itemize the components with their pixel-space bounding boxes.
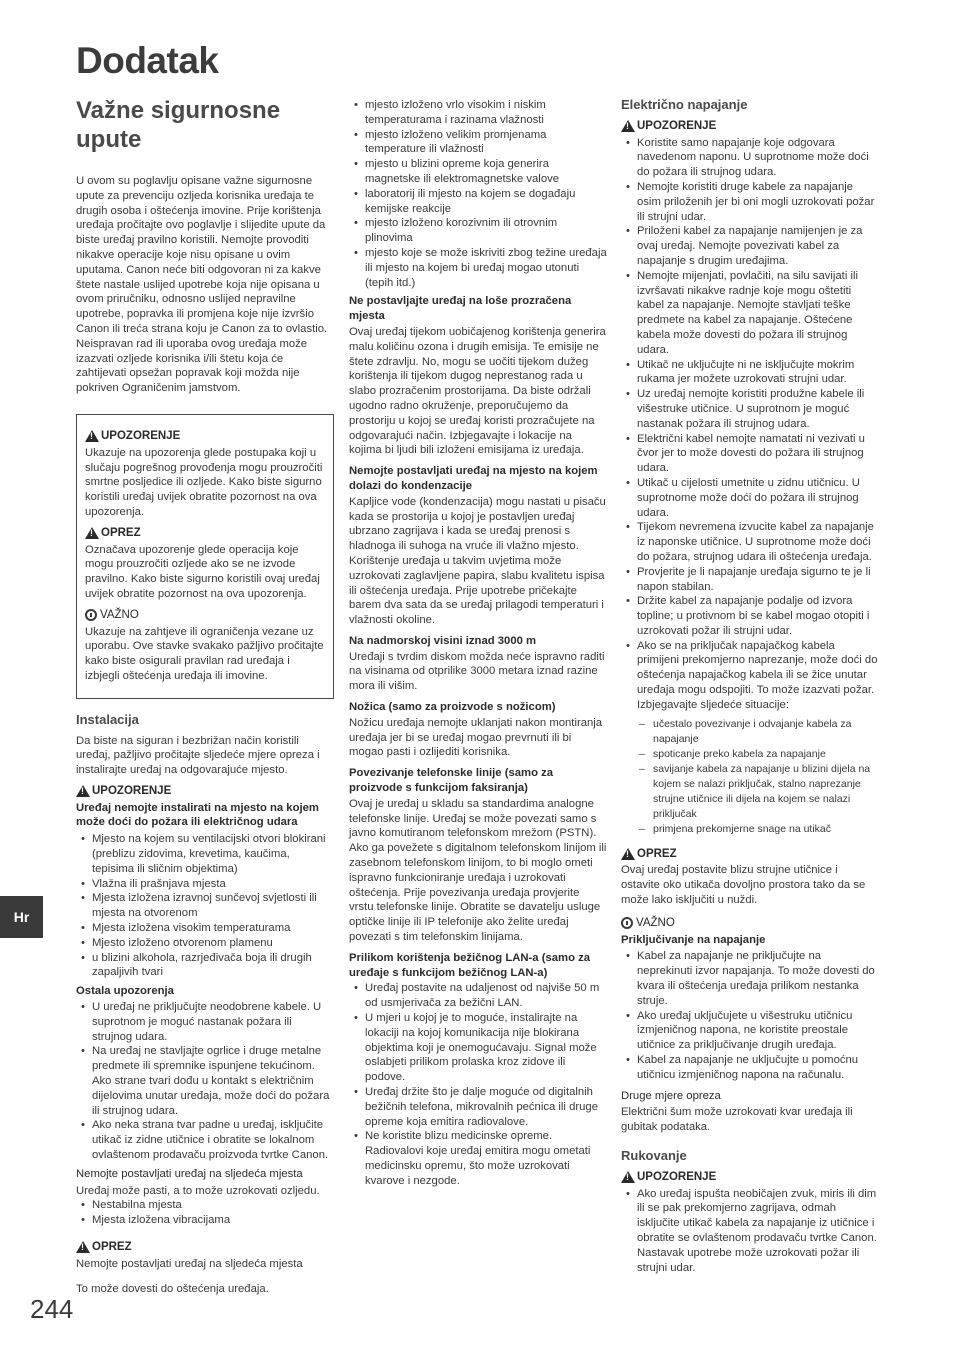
- condensation-heading: Nemojte postavljati uređaj na mjesto na kojem dolazi do kondenzacije: [349, 465, 598, 492]
- power-warning-label: ! UPOZORENJE: [621, 119, 879, 134]
- important-icon: [85, 609, 97, 621]
- ventilation-heading: Ne postavljajte uređaj na loše prozračena mjesta: [349, 295, 572, 323]
- list-item: • Nemojte koristiti druge kabele za napajanje osim priloženih jer bi oni mogli uzrokovati požar ili strujni udar.: [621, 180, 879, 224]
- intro-text: U ovom su poglavlju opisane važne sigurnosne upute za prevenciju ozljeda korisnika uređaja te drugih osoba i oštećenja imovine. Prije korištenja uređaja pročitajte ovo poglavlje i slijedite upute da biste uređaj pravilno koristili. Nemojte provoditi nikakve operacije koje nisu opisane u ovim uputama. Canon neće biti odgovoran ni za kakve štete nastale uslijed upotrebe koja nije opisana u ovom priručniku, odnosno uslijed nepravilne upotrebe, popravka ili promjena koje nije izvršio Canon ili treća strana koju je Canon za to ovlastio. Neispravan rad ili uporaba ovog uređaja može izazvati ozljede korisnika i/ili štetu koja će zahtijevati opsežan popravak koji možda nije pokriven Ograničenim jamstvom.: [76, 175, 328, 395]
- power-other-heading: Druge mjere opreza: [621, 1089, 721, 1102]
- list-item: • Mjesta izložena izravnoj sunčevoj svjetlosti ili mjesta na otvorenom: [76, 891, 334, 921]
- list-item: • Mjesto na kojem su ventilacijski otvori blokirani (preblizu zidovima, krevetima, kaučima, tepisima ili sličnim objektima): [76, 832, 334, 876]
- phone-line-text: Ovaj je uređaj u skladu sa standardima analogne telefonske linije. Uređaj se može povezati samo s javno komutiranom telefonskom mrežom (PSTN). Ako ga povežete s digitalnom telefonskom linijom ili zasebnom telefonskom linijom, to bi moglo ometi ispravno funkcioniranje uređaja i uzrokovati oštećenja. Prije povezivanja uređaja provjerite vrstu telefonske linije. Obratite se davatelju usluge optičke linije ili IP telefonije ako želite uređaj povezati s tim telefonskim linijama.: [349, 797, 607, 944]
- installation-caution-text: To može dovesti do oštećenja uređaja.: [76, 1282, 269, 1295]
- column-right: [621, 98, 879, 1279]
- unsuitable-places-list: [349, 98, 607, 290]
- handling-warning-list: [621, 1187, 879, 1276]
- list-item: • Tijekom nevremena izvucite kabel za napajanje iz naponske utičnice. U suprotnome može doći do požara, strujnog udara ili oštećenja uređaja.: [621, 520, 879, 564]
- installation-heading: Instalacija: [76, 711, 139, 727]
- legend-important-text: Ukazuje na zahtjeve ili ograničenja vezane uz uporabu. Ove stavke svakako pažljivo pročitajte kako biste osigurali pravilan rad uređaja i izbjegli oštećenja uređaja ili imovine.: [85, 625, 324, 682]
- list-item: – savijanje kabela za napajanje u blizini dijela na kojem se nalazi priključak, stalno naprezanje strujne utičnice ili dijela na kojem se nalazi priključak: [621, 762, 879, 822]
- cutter-text: Nožicu uređaja nemojte uklanjati nakon montiranja uređaja jer bi se uređaj mogao prevrnuti ili bi mogao pasti i ozlijediti korisnika.: [349, 716, 603, 759]
- legend-important-label: VAŽNO: [85, 608, 325, 623]
- list-item: • Utikač u cijelosti umetnite u zidnu utičnicu. U suprotnome može doći do požara ili strujnog udara.: [621, 476, 879, 520]
- installation-warning-heading: Uređaj nemojte instalirati na mjesto na kojem može doći do požara ili električnog udara: [76, 801, 319, 829]
- power-caution-text: Ovaj uređaj postavite blizu strujne utičnice i ostavite oko utikača dovoljno prostora tako da se može lako isključiti u nuždi.: [621, 864, 866, 907]
- power-connect-list: [621, 949, 879, 1082]
- list-item: • Mjesta izložena visokim temperaturama: [76, 921, 334, 936]
- power-important-label: VAŽNO: [621, 916, 879, 931]
- section-title: Važne sigurnosne upute: [76, 97, 281, 153]
- handling-warning-label: ! UPOZORENJE: [621, 1170, 879, 1185]
- power-heading: Električno napajanje: [621, 97, 748, 112]
- list-item: – učestalo povezivanje i odvajanje kabela za napajanje: [621, 717, 879, 747]
- caution-triangle-icon: [76, 1241, 90, 1253]
- power-warning-list: [621, 136, 879, 713]
- ventilation-text: Ovaj uređaj tijekom uobičajenog korištenja generira malu količinu ozona i drugih emisija. Te emisije ne štete zdravlju. No, mogu se uočiti tijekom dužeg korištenja ili tijekom dugog neprestanog rada u slabo prozračenim prostorijama. Da biste održali ugodno radno okruženje, preporučujemo da prostoriju u kojoj se uređaj koristi prozračujete na odgovarajući način. Izbjegavajte i lokacije na kojima bi ljudi bili izloženi emisijama iz uređaja.: [349, 325, 606, 457]
- list-item: • Ako se na priključak napajačkog kabela primijeni prekomjerno naprezanje, može doći do oštećenja napajačkog kabela ili se žice unutar uređaja mogu odspojiti. To može izazvati požar. Izbjegavajte sljedeće situacije:: [621, 639, 879, 713]
- list-item: • Držite kabel za napajanje podalje od izvora topline; u protivnom bi se kabel mogao otopiti i uzrokovati požar ili strujni udar.: [621, 594, 879, 638]
- list-item: • Provjerite je li napajanje uređaja sigurno te je li napon stabilan.: [621, 565, 879, 595]
- altitude-text: Uređaji s tvrdim diskom možda neće ispravno raditi na visinama od otprilike 3000 metara iznad razine mora ili višim.: [349, 650, 605, 693]
- caution-triangle-icon: [621, 848, 635, 860]
- power-connect-heading: Priključivanje na napajanje: [621, 933, 766, 946]
- list-item: – spoticanje preko kabela za napajanje: [621, 747, 879, 762]
- list-item: • Priloženi kabel za napajanje namijenjen je za ovaj uređaj. Nemojte povezivati kabel za napajanje s drugim uređajima.: [621, 224, 879, 268]
- installation-intro: Da biste na siguran i bezbrižan način koristili uređaj, pažljivo pročitajte sljedeće mjere opreza i instalirajte uređaj na odgovarajuće mjesto.: [76, 734, 320, 777]
- wlan-heading: Prilikom korištenja bežičnog LAN-a (samo za uređaje s funkcijom bežičnog LAN-a): [349, 951, 591, 979]
- other-warnings-heading: Ostala upozorenja: [76, 985, 174, 998]
- column-middle: [349, 98, 607, 1193]
- language-tab: Hr: [0, 896, 43, 938]
- installation-warning-label: ! UPOZORENJE: [76, 784, 334, 799]
- cutter-heading: Nožica (samo za proizvode s nožicom): [349, 701, 556, 714]
- wlan-list: [349, 981, 607, 1188]
- list-item: • Mjesto izloženo otvorenom plamenu: [76, 936, 334, 951]
- list-item: • U uređaj ne priključujte neodobrene kabele. U suprotnom je moguć nastanak požara ili strujnog udara.: [76, 1000, 334, 1044]
- list-item: • mjesto izloženo korozivnim ili otrovnim plinovima: [349, 216, 607, 246]
- list-item: – primjena prekomjerne snage na utikač: [621, 822, 879, 837]
- list-item: • Ako neka strana tvar padne u uređaj, isključite utikač iz zidne utičnice i obratite se lokalnom ovlaštenom prodavaču proizvoda tvrtke Canon.: [76, 1118, 334, 1162]
- list-item: • Kabel za napajanje ne uključujte u pomoćnu utičnicu izmjeničnog napona na računalu.: [621, 1053, 879, 1083]
- list-item: • Uz uređaj nemojte koristiti produžne kabele ili višestruke utičnice. U suprotnom je moguć nastanak požara ili strujnog udara.: [621, 387, 879, 431]
- list-item: • Na uređaj ne stavljajte ogrlice i druge metalne predmete ili spremnike ispunjene tekućinom. Ako strane tvari dođu u kontakt s električnim dijelovima unutar uređaja, može doći do požara ili strujnog udara.: [76, 1044, 334, 1118]
- list-item: • Uređaj postavite na udaljenost od najviše 50 m od usmjerivača za bežični LAN.: [349, 981, 607, 1011]
- page-title: Dodatak: [76, 40, 219, 81]
- power-other-text: Električni šum može uzrokovati kvar uređaja ili gubitak podataka.: [621, 1106, 853, 1134]
- list-item: • Električni kabel nemojte namatati ni vezivati u čvor jer to može dovesti do požara ili strujnog udara.: [621, 432, 879, 476]
- list-item: • Kabel za napajanje ne priključujte na neprekinuti izvor napajanja. To može dovesti do kvara ili oštećenja uređaja prilikom nestanka struje.: [621, 949, 879, 1008]
- installation-warning-list: [76, 832, 334, 980]
- list-item: • u blizini alkohola, razrjeđivača boja ili drugih zapaljivih tvari: [76, 951, 334, 981]
- list-item: • U mjeri u kojoj je to moguće, instalirajte na lokaciji na kojoj komunikacija nije blokirana objektima koji je onemogućavaju. Signal može oslabjeti prilikom prolaska kroz zidove ili podove.: [349, 1011, 607, 1085]
- list-item: • Koristite samo napajanje koje odgovara navedenom naponu. U suprotnome može doći do požara ili strujnog udara.: [621, 136, 879, 180]
- column-left: [76, 174, 334, 1302]
- places-intro: Uređaj može pasti, a to može uzrokovati ozljedu.: [76, 1184, 320, 1197]
- warning-triangle-icon: [621, 120, 635, 132]
- list-item: • Ako uređaj uključujete u višestruku utičnicu izmjeničnog napona, ne koristite preostale utičnice za priključivanje drugih uređaja.: [621, 1009, 879, 1053]
- warning-triangle-icon: [76, 785, 90, 797]
- list-item: • mjesto izloženo velikim promjenama temperature ili vlažnosti: [349, 128, 607, 158]
- handling-heading: Rukovanje: [621, 1148, 687, 1164]
- page-number: 244: [30, 1294, 74, 1324]
- list-item: • Utikač ne uključujte ni ne isključujte mokrim rukama jer možete uzrokovati strujni udar.: [621, 358, 879, 388]
- legend-caution-label: ! OPREZ: [85, 526, 325, 541]
- list-item: • laboratorij ili mjesto na kojem se događaju kemijske reakcije: [349, 187, 607, 217]
- power-caution-label: ! OPREZ: [621, 847, 879, 862]
- places-list: [76, 1198, 334, 1228]
- places-heading: Nemojte postavljati uređaj na sljedeća mjesta: [76, 1167, 303, 1180]
- caution-triangle-icon: [85, 527, 99, 539]
- legend-warning-label: ! UPOZORENJE: [85, 429, 325, 444]
- list-item: • mjesto u blizini opreme koja generira magnetske ili elektromagnetske valove: [349, 157, 607, 187]
- important-icon: [621, 917, 633, 929]
- legend-box: [76, 414, 334, 699]
- list-item: • mjesto koje se može iskriviti zbog težine uređaja ili mjesto na kojem bi uređaj mogao utonuti (tepih itd.): [349, 246, 607, 290]
- legend-warning-text: Ukazuje na upozorenja glede postupaka koji u slučaju pogrešnog provođenja mogu prouzročiti smrtne posljedice ili ozljede. Kako biste sigurno koristili uređaj uvijek obratite pozornost na ova upozorenja.: [85, 446, 323, 518]
- altitude-heading: Na nadmorskoj visini iznad 3000 m: [349, 634, 537, 647]
- legend-caution-text: Označava upozorenje glede operacija koje mogu prouzročiti ozljede ako se ne izvode pravilno. Kako biste sigurno koristili ovaj uređaj uvijek obratite pozornost na ova upozorenja.: [85, 543, 320, 600]
- phone-line-heading: Povezivanje telefonske linije (samo za proizvode s funkcijom faksiranja): [349, 767, 554, 795]
- condensation-text: Kapljice vode (kondenzacija) mogu nastati u pisaču kada se prostorija u kojoj je postavljen uređaj ubrzano zagrijava i kada se uređaj prenosi s hladnoga ili suhoga na vruće ili vlažno mjesto. Korištenje uređaja u takvim uvjetima može uzrokovati zaglavljene papira, slabu kvalitetu ispisa ili oštećenja uređaja. Prije upotrebe pričekajte barem dva sata da se uređaj prilagodi temperaturi i vlažnosti okoline.: [349, 495, 606, 627]
- list-item: • Uređaj držite što je dalje moguće od digitalnih bežičnih telefona, mikrovalnih pećnica ili druge opreme koja emitira radiovalove.: [349, 1085, 607, 1129]
- list-item: • Nestabilna mjesta: [76, 1198, 334, 1213]
- other-warnings-list: [76, 1000, 334, 1163]
- installation-caution-label: ! OPREZ: [76, 1240, 334, 1255]
- list-item: • Ako uređaj ispušta neobičajen zvuk, miris ili dim ili se pak prekomjerno zagrijava, odmah isključite utikač kabela za napajanje iz utičnice i obratite se ovlaštenom prodavaču tvrtke Canon. Nastavak upotrebe može uzrokovati požar ili strujni udar.: [621, 1187, 879, 1276]
- power-situations-list: [621, 717, 879, 837]
- list-item: • Nemojte mijenjati, povlačiti, na silu savijati ili izvršavati nikakve radnje koje mogu oštetiti kabel za napajanje. Nemojte stavljati teške predmete na kabel za napajanje. Oštećene kabela može dovesti do požara ili strujnog udara.: [621, 269, 879, 358]
- list-item: • Ne koristite blizu medicinske opreme. Radiovalovi koje uređaj emitira mogu ometati medicinsku opremu, što može uzrokovati kvarove i nezgode.: [349, 1129, 607, 1188]
- list-item: • mjesto izloženo vrlo visokim i niskim temperaturama i razinama vlažnosti: [349, 98, 607, 128]
- warning-triangle-icon: [621, 1171, 635, 1183]
- list-item: • Mjesta izložena vibracijama: [76, 1213, 334, 1228]
- installation-caution-heading: Nemojte postavljati uređaj na sljedeća mjesta: [76, 1257, 303, 1270]
- list-item: • Vlažna ili prašnjava mjesta: [76, 877, 334, 892]
- warning-triangle-icon: [85, 430, 99, 442]
